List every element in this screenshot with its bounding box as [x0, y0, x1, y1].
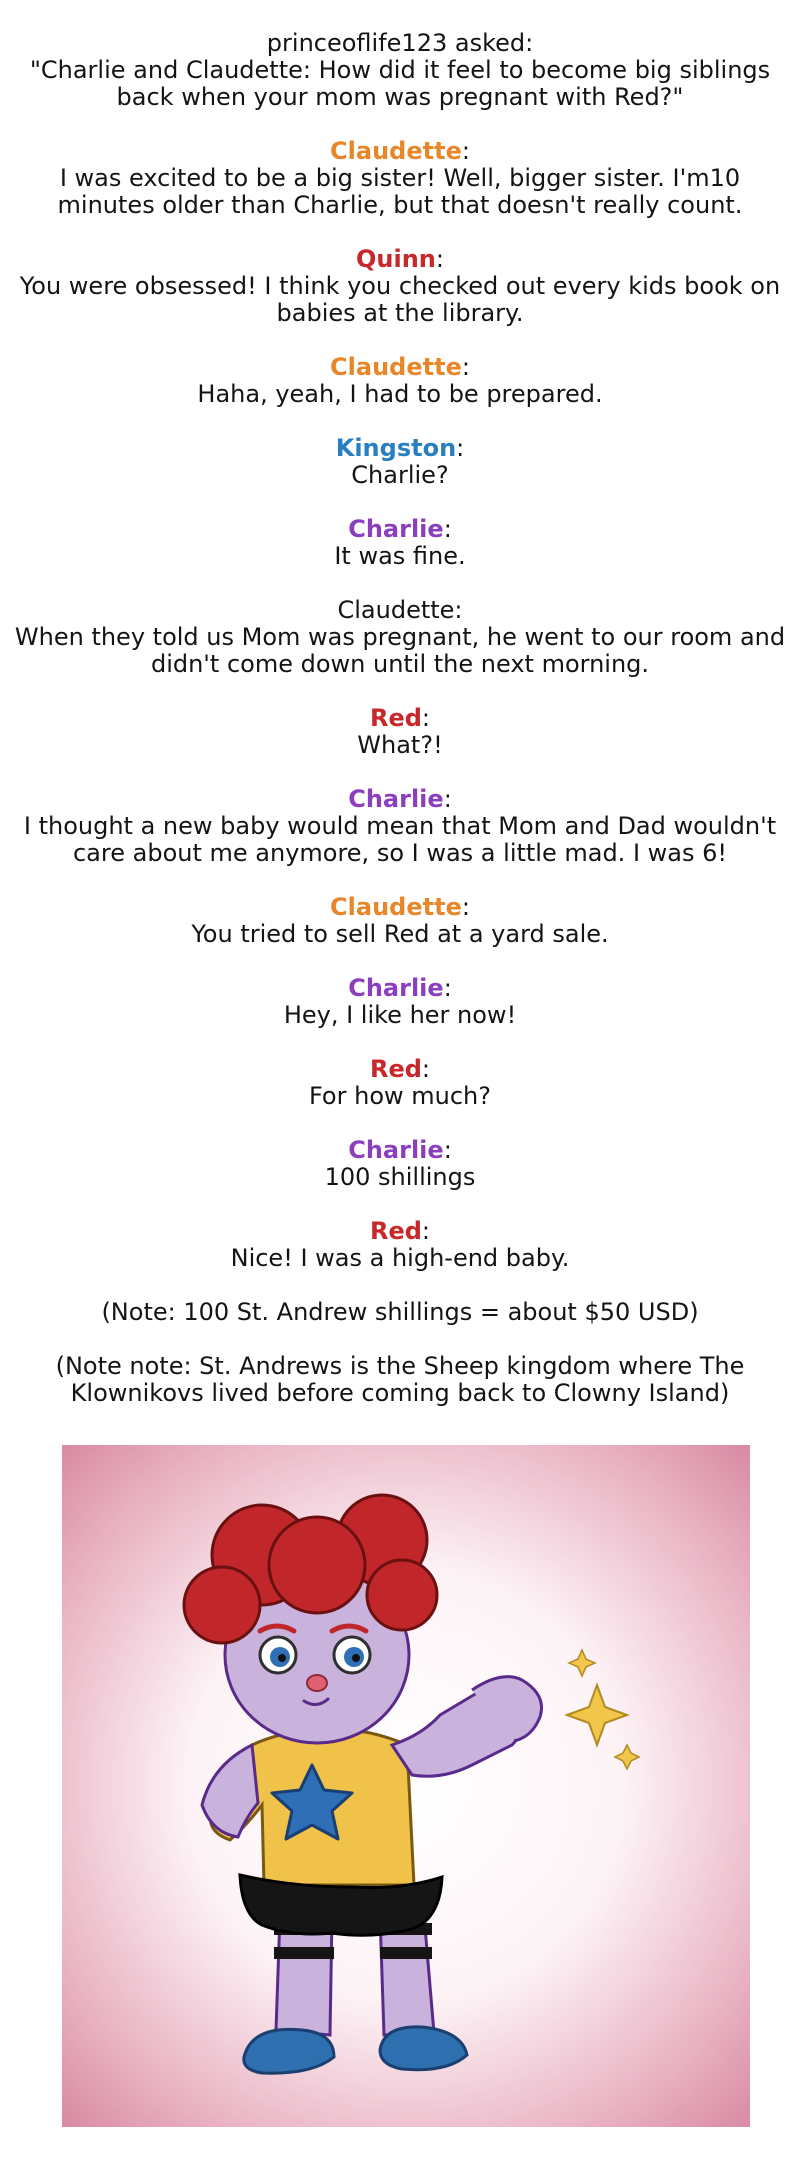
dialogue-entry	[10, 705, 790, 759]
dialogue-entry	[10, 1218, 790, 1272]
dialogue-text: I was excited to be a big sister! Well, bigger sister. I'm10 minutes older than Charlie, but that doesn't really count.	[57, 164, 743, 219]
note-text: (Note note: St. Andrews is the Sheep kingdom where The Klownikovs lived before coming back to Clowny Island)	[55, 1352, 745, 1407]
note-text: (Note: 100 St. Andrew shillings = about $50 USD)	[101, 1298, 699, 1326]
dialogue-entry	[10, 894, 790, 948]
dialogue-text: You were obsessed! I think you checked out every kids book on babies at the library.	[19, 272, 781, 327]
speaker-name: Claudette	[337, 596, 455, 624]
dialogue-text: What?!	[357, 731, 443, 759]
question-asker: princeoflife123 asked:	[266, 29, 534, 57]
dialogue-entry	[10, 1056, 790, 1110]
speaker-label: Red:	[369, 704, 431, 732]
speaker-label: Kingston:	[335, 434, 465, 462]
dialogue-entry	[10, 435, 790, 489]
speaker-label: Charlie:	[348, 1136, 452, 1164]
speaker-name: Red	[369, 1217, 422, 1245]
dialogue-text: For how much?	[308, 1082, 491, 1110]
dialogue-transcript	[0, 30, 800, 1434]
speaker-label: Claudette:	[330, 137, 470, 165]
notes	[0, 1299, 800, 1407]
dialogue-text: Nice! I was a high-end baby.	[230, 1244, 570, 1272]
speaker-label: Charlie:	[348, 974, 452, 1002]
speaker-name: Claudette	[330, 137, 462, 165]
question-block	[10, 30, 790, 111]
speaker-name: Red	[369, 1055, 422, 1083]
dialogue-text: When they told us Mom was pregnant, he went to our room and didn't come down until the next morning.	[14, 623, 786, 678]
speaker-name: Charlie	[348, 974, 444, 1002]
red-character-illustration	[62, 1445, 750, 2127]
dialogue-text: You tried to sell Red at a yard sale.	[191, 920, 609, 948]
dialogue-entry	[10, 354, 790, 408]
dialogue-entry	[10, 516, 790, 570]
speaker-name: Claudette	[330, 353, 462, 381]
dialogue-entry	[10, 246, 790, 327]
dialogue-entry	[10, 786, 790, 867]
speaker-name: Claudette	[330, 893, 462, 921]
speaker-label: Claudette:	[330, 353, 470, 381]
speaker-name: Charlie	[348, 1136, 444, 1164]
speaker-label: Charlie:	[348, 515, 452, 543]
speaker-label: Claudette:	[337, 596, 463, 624]
speaker-name: Charlie	[348, 515, 444, 543]
question-text: "Charlie and Claudette: How did it feel to become big siblings back when your mom was pregnant with Red?"	[29, 56, 771, 111]
speaker-label: Red:	[369, 1217, 431, 1245]
speaker-name: Red	[369, 704, 422, 732]
dialogue-entry	[10, 975, 790, 1029]
dialogue-entry	[10, 597, 790, 678]
speaker-label: Red:	[369, 1055, 431, 1083]
speaker-label: Quinn:	[356, 245, 444, 273]
dialogue-text: Hey, I like her now!	[283, 1001, 517, 1029]
speaker-label: Claudette:	[330, 893, 470, 921]
speaker-label: Charlie:	[348, 785, 452, 813]
dialogue-text: It was fine.	[334, 542, 466, 570]
dialogue-text: 100 shillings	[324, 1163, 476, 1191]
speaker-name: Kingston	[335, 434, 457, 462]
dialogue-lines	[0, 138, 800, 1272]
dialogue-text: I thought a new baby would mean that Mom and Dad wouldn't care about me anymore, so I was a little mad. I was 6!	[23, 812, 777, 867]
dialogue-text: Charlie?	[351, 461, 449, 489]
speaker-name: Quinn	[356, 245, 436, 273]
dialogue-text: Haha, yeah, I had to be prepared.	[197, 380, 603, 408]
dialogue-entry	[10, 138, 790, 219]
speaker-name: Charlie	[348, 785, 444, 813]
dialogue-entry	[10, 1137, 790, 1191]
